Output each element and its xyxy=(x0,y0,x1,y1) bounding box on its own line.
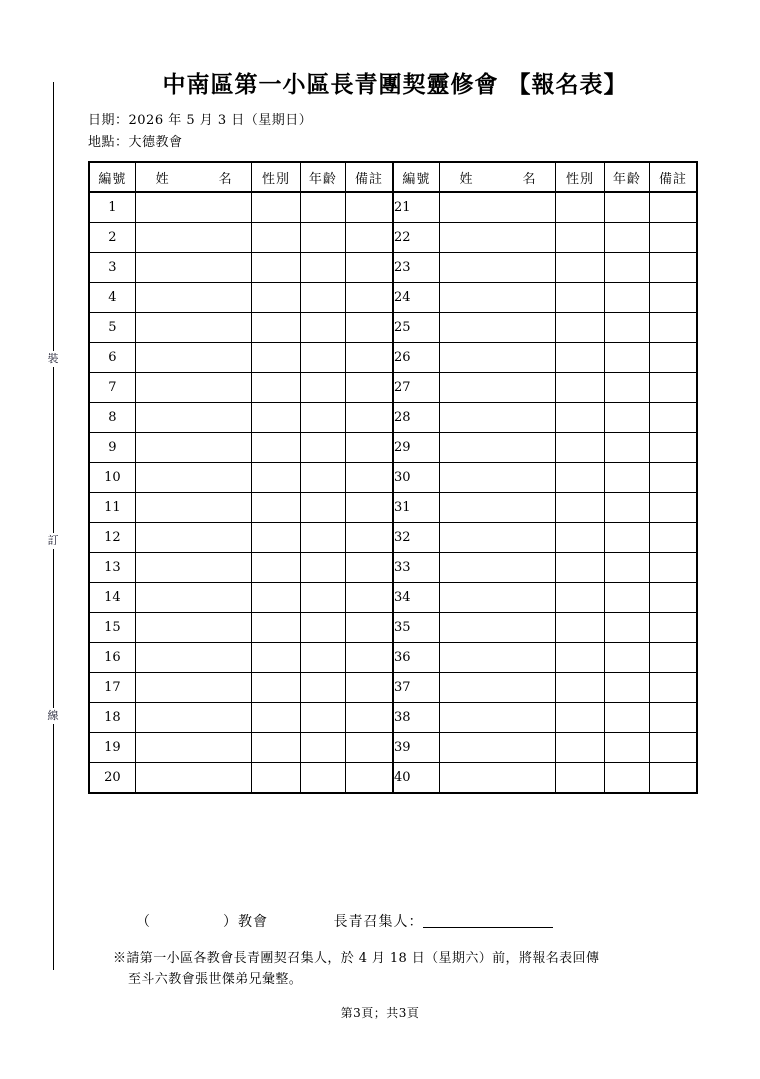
event-location-line: 地點：大德教會 xyxy=(88,135,183,150)
cell-age-left[interactable] xyxy=(300,643,345,673)
header-age-left: 年齡 xyxy=(300,162,345,192)
cell-no-right: 33 xyxy=(393,553,439,583)
cell-gender-left[interactable] xyxy=(252,253,300,283)
cell-no-right: 29 xyxy=(393,433,439,463)
cell-remark-left[interactable] xyxy=(346,643,393,673)
table-body xyxy=(89,192,697,793)
table-row xyxy=(89,223,697,253)
cell-age-left[interactable] xyxy=(300,523,345,553)
cell-age-left[interactable] xyxy=(300,433,345,463)
church-label: 教會 xyxy=(238,914,268,930)
cell-age-right[interactable] xyxy=(604,403,649,433)
cell-no-right: 26 xyxy=(393,343,439,373)
cell-age-left[interactable] xyxy=(300,253,345,283)
cell-age-left[interactable] xyxy=(300,493,345,523)
cell-no-right: 22 xyxy=(393,223,439,253)
page-number-footer: 第3頁；共3頁 xyxy=(340,1006,420,1020)
table-row xyxy=(89,343,697,373)
cell-name-left[interactable] xyxy=(135,223,251,253)
cell-age-right[interactable] xyxy=(604,733,649,763)
cell-name-left[interactable] xyxy=(135,192,251,223)
cell-remark-left[interactable] xyxy=(346,433,393,463)
header-remark-left: 備註 xyxy=(346,162,393,192)
cell-age-left[interactable] xyxy=(300,192,345,223)
cell-name-right[interactable] xyxy=(439,403,555,433)
cell-remark-right[interactable] xyxy=(649,223,697,253)
cell-name-right[interactable] xyxy=(439,703,555,733)
cell-gender-left[interactable] xyxy=(252,643,300,673)
table-row xyxy=(89,253,697,283)
cell-age-left[interactable] xyxy=(300,583,345,613)
signature-row xyxy=(88,911,698,931)
cell-age-left[interactable] xyxy=(300,733,345,763)
cell-name-right[interactable] xyxy=(439,523,555,553)
cell-remark-left[interactable] xyxy=(346,703,393,733)
cell-no-right: 36 xyxy=(393,643,439,673)
note-line-1: ※請第一小區各教會長青團契召集人，於 4 月 18 日（星期六）前，將報名表回傳 xyxy=(113,951,600,966)
cell-gender-right[interactable] xyxy=(556,253,604,283)
cell-gender-right[interactable] xyxy=(556,733,604,763)
cell-name-right[interactable] xyxy=(439,283,555,313)
cell-gender-left[interactable] xyxy=(252,613,300,643)
cell-age-left[interactable] xyxy=(300,343,345,373)
cell-gender-left[interactable] xyxy=(252,313,300,343)
cell-remark-left[interactable] xyxy=(346,223,393,253)
cell-remark-left[interactable] xyxy=(346,583,393,613)
cell-name-left[interactable] xyxy=(135,343,251,373)
cell-name-left[interactable] xyxy=(135,583,251,613)
cell-no-right: 35 xyxy=(393,613,439,643)
note-block xyxy=(113,948,703,990)
cell-gender-right[interactable] xyxy=(556,433,604,463)
table-row xyxy=(89,553,697,583)
cell-no-right: 23 xyxy=(393,253,439,283)
table-row xyxy=(89,583,697,613)
convener-input-line[interactable] xyxy=(423,913,553,928)
cell-age-right[interactable] xyxy=(604,343,649,373)
cell-age-right[interactable] xyxy=(604,223,649,253)
table-header-row xyxy=(89,162,697,192)
cell-age-right[interactable] xyxy=(604,433,649,463)
cell-name-right[interactable] xyxy=(439,192,555,223)
cell-remark-left[interactable] xyxy=(346,733,393,763)
cell-name-left[interactable] xyxy=(135,403,251,433)
cell-remark-left[interactable] xyxy=(346,763,393,794)
cell-gender-left[interactable] xyxy=(252,733,300,763)
cell-name-right[interactable] xyxy=(439,613,555,643)
cell-no-left: 16 xyxy=(89,643,135,673)
cell-gender-left[interactable] xyxy=(252,583,300,613)
cell-gender-left[interactable] xyxy=(252,373,300,403)
cell-gender-right[interactable] xyxy=(556,463,604,493)
cell-name-left[interactable] xyxy=(135,493,251,523)
cell-no-left: 14 xyxy=(89,583,135,613)
cell-name-right[interactable] xyxy=(439,313,555,343)
cell-remark-right[interactable] xyxy=(649,313,697,343)
binding-mark-xian: 線 xyxy=(40,708,66,724)
cell-gender-left[interactable] xyxy=(252,703,300,733)
cell-gender-right[interactable] xyxy=(556,343,604,373)
table-row xyxy=(89,643,697,673)
cell-gender-left[interactable] xyxy=(252,223,300,253)
cell-no-right: 27 xyxy=(393,373,439,403)
page-title: 中南區第一小區長青團契靈修會 【報名表】 xyxy=(162,71,628,98)
cell-gender-left[interactable] xyxy=(252,343,300,373)
cell-gender-right[interactable] xyxy=(556,553,604,583)
cell-gender-left[interactable] xyxy=(252,493,300,523)
cell-no-left: 3 xyxy=(89,253,135,283)
cell-name-right[interactable] xyxy=(439,223,555,253)
cell-name-right[interactable] xyxy=(439,373,555,403)
cell-no-left: 15 xyxy=(89,613,135,643)
cell-name-right[interactable] xyxy=(439,433,555,463)
cell-gender-left[interactable] xyxy=(252,523,300,553)
header-no-left: 編號 xyxy=(89,162,135,192)
cell-gender-right[interactable] xyxy=(556,673,604,703)
cell-no-right: 40 xyxy=(393,763,439,794)
cell-no-right: 34 xyxy=(393,583,439,613)
cell-remark-right[interactable] xyxy=(649,493,697,523)
cell-name-right[interactable] xyxy=(439,763,555,794)
cell-no-left: 19 xyxy=(89,733,135,763)
cell-age-left[interactable] xyxy=(300,463,345,493)
cell-gender-right[interactable] xyxy=(556,283,604,313)
table-row xyxy=(89,403,697,433)
cell-name-right[interactable] xyxy=(439,553,555,583)
cell-age-right[interactable] xyxy=(604,523,649,553)
table-row xyxy=(89,192,697,223)
cell-gender-right[interactable] xyxy=(556,223,604,253)
table-row xyxy=(89,703,697,733)
cell-remark-right[interactable] xyxy=(649,733,697,763)
cell-name-left[interactable] xyxy=(135,463,251,493)
note-line-2: 至斗六教會張世傑弟兄彙整。 xyxy=(128,972,303,987)
binding-mark-ding: 訂 xyxy=(40,533,66,549)
cell-gender-left[interactable] xyxy=(252,433,300,463)
cell-name-left[interactable] xyxy=(135,733,251,763)
cell-gender-right[interactable] xyxy=(556,583,604,613)
table-row xyxy=(89,613,697,643)
cell-no-left: 11 xyxy=(89,493,135,523)
cell-remark-left[interactable] xyxy=(346,343,393,373)
cell-remark-left[interactable] xyxy=(346,373,393,403)
registration-table xyxy=(88,161,698,794)
cell-no-right: 21 xyxy=(393,192,439,223)
cell-remark-left[interactable] xyxy=(346,613,393,643)
cell-age-left[interactable] xyxy=(300,373,345,403)
cell-gender-left[interactable] xyxy=(252,463,300,493)
cell-no-left: 20 xyxy=(89,763,135,794)
header-gender-left: 性別 xyxy=(252,162,300,192)
binding-mark-zhuang: 裝 xyxy=(40,351,66,367)
cell-remark-left[interactable] xyxy=(346,403,393,433)
table-row xyxy=(89,523,697,553)
cell-name-left[interactable] xyxy=(135,373,251,403)
header-name-left: 姓 名 xyxy=(135,162,251,192)
cell-age-right[interactable] xyxy=(604,763,649,794)
cell-remark-right[interactable] xyxy=(649,463,697,493)
cell-name-left[interactable] xyxy=(135,253,251,283)
cell-age-right[interactable] xyxy=(604,553,649,583)
cell-no-left: 5 xyxy=(89,313,135,343)
cell-age-right[interactable] xyxy=(604,673,649,703)
cell-age-right[interactable] xyxy=(604,703,649,733)
cell-remark-right[interactable] xyxy=(649,643,697,673)
cell-no-left: 9 xyxy=(89,433,135,463)
table-row xyxy=(89,313,697,343)
cell-no-left: 8 xyxy=(89,403,135,433)
cell-remark-right[interactable] xyxy=(649,523,697,553)
header-gender-right: 性別 xyxy=(556,162,604,192)
cell-age-right[interactable] xyxy=(604,253,649,283)
cell-age-left[interactable] xyxy=(300,703,345,733)
cell-gender-right[interactable] xyxy=(556,523,604,553)
cell-remark-left[interactable] xyxy=(346,523,393,553)
header-remark-right: 備註 xyxy=(649,162,697,192)
cell-remark-left[interactable] xyxy=(346,463,393,493)
event-date-line: 日期：2026 年 5 月 3 日（星期日） xyxy=(88,113,313,128)
cell-gender-right[interactable] xyxy=(556,403,604,433)
cell-remark-right[interactable] xyxy=(649,283,697,313)
cell-age-right[interactable] xyxy=(604,313,649,343)
cell-gender-right[interactable] xyxy=(556,763,604,794)
cell-age-right[interactable] xyxy=(604,283,649,313)
cell-age-left[interactable] xyxy=(300,673,345,703)
cell-remark-left[interactable] xyxy=(346,553,393,583)
cell-remark-right[interactable] xyxy=(649,403,697,433)
cell-age-left[interactable] xyxy=(300,763,345,794)
cell-age-right[interactable] xyxy=(604,192,649,223)
cell-remark-right[interactable] xyxy=(649,583,697,613)
cell-name-left[interactable] xyxy=(135,313,251,343)
church-close-paren: ） xyxy=(223,914,238,930)
church-open-paren: （ xyxy=(136,914,151,930)
cell-age-right[interactable] xyxy=(604,613,649,643)
cell-age-left[interactable] xyxy=(300,223,345,253)
cell-gender-left[interactable] xyxy=(252,403,300,433)
cell-gender-left[interactable] xyxy=(252,283,300,313)
cell-no-left: 17 xyxy=(89,673,135,703)
cell-no-left: 6 xyxy=(89,343,135,373)
cell-name-left[interactable] xyxy=(135,673,251,703)
table-row xyxy=(89,283,697,313)
cell-gender-right[interactable] xyxy=(556,313,604,343)
cell-age-left[interactable] xyxy=(300,283,345,313)
header-name-right: 姓 名 xyxy=(439,162,555,192)
cell-name-right[interactable] xyxy=(439,493,555,523)
cell-remark-right[interactable] xyxy=(649,703,697,733)
cell-gender-left[interactable] xyxy=(252,763,300,794)
cell-gender-right[interactable] xyxy=(556,373,604,403)
table-row xyxy=(89,763,697,794)
table-row xyxy=(89,373,697,403)
cell-name-right[interactable] xyxy=(439,643,555,673)
cell-no-left: 2 xyxy=(89,223,135,253)
cell-gender-right[interactable] xyxy=(556,192,604,223)
cell-no-left: 4 xyxy=(89,283,135,313)
cell-remark-right[interactable] xyxy=(649,373,697,403)
cell-no-right: 30 xyxy=(393,463,439,493)
cell-age-left[interactable] xyxy=(300,613,345,643)
cell-remark-left[interactable] xyxy=(346,283,393,313)
cell-age-left[interactable] xyxy=(300,403,345,433)
cell-no-left: 7 xyxy=(89,373,135,403)
cell-remark-left[interactable] xyxy=(346,313,393,343)
cell-no-left: 1 xyxy=(89,192,135,223)
cell-name-right[interactable] xyxy=(439,253,555,283)
cell-name-left[interactable] xyxy=(135,553,251,583)
cell-gender-left[interactable] xyxy=(252,553,300,583)
cell-remark-right[interactable] xyxy=(649,253,697,283)
cell-age-right[interactable] xyxy=(604,373,649,403)
cell-no-left: 12 xyxy=(89,523,135,553)
cell-remark-right[interactable] xyxy=(649,673,697,703)
table-row xyxy=(89,493,697,523)
cell-no-right: 38 xyxy=(393,703,439,733)
cell-age-right[interactable] xyxy=(604,493,649,523)
cell-remark-left[interactable] xyxy=(346,192,393,223)
cell-remark-right[interactable] xyxy=(649,763,697,794)
cell-no-left: 18 xyxy=(89,703,135,733)
table-row xyxy=(89,733,697,763)
cell-gender-right[interactable] xyxy=(556,643,604,673)
header-age-right: 年齡 xyxy=(604,162,649,192)
cell-name-right[interactable] xyxy=(439,583,555,613)
cell-gender-left[interactable] xyxy=(252,673,300,703)
cell-remark-right[interactable] xyxy=(649,192,697,223)
cell-no-right: 28 xyxy=(393,403,439,433)
cell-gender-right[interactable] xyxy=(556,493,604,523)
cell-no-left: 10 xyxy=(89,463,135,493)
cell-age-right[interactable] xyxy=(604,583,649,613)
cell-name-left[interactable] xyxy=(135,433,251,463)
cell-remark-left[interactable] xyxy=(346,253,393,283)
cell-name-right[interactable] xyxy=(439,733,555,763)
cell-name-right[interactable] xyxy=(439,463,555,493)
cell-no-right: 32 xyxy=(393,523,439,553)
cell-name-left[interactable] xyxy=(135,523,251,553)
cell-name-left[interactable] xyxy=(135,643,251,673)
cell-name-right[interactable] xyxy=(439,343,555,373)
cell-name-left[interactable] xyxy=(135,763,251,794)
cell-name-left[interactable] xyxy=(135,283,251,313)
cell-gender-right[interactable] xyxy=(556,703,604,733)
binding-line xyxy=(53,82,54,970)
cell-age-right[interactable] xyxy=(604,463,649,493)
cell-remark-left[interactable] xyxy=(346,493,393,523)
table-row xyxy=(89,673,697,703)
cell-remark-right[interactable] xyxy=(649,613,697,643)
cell-age-left[interactable] xyxy=(300,553,345,583)
table-row xyxy=(89,463,697,493)
header-no-right: 編號 xyxy=(393,162,439,192)
cell-age-right[interactable] xyxy=(604,643,649,673)
cell-remark-right[interactable] xyxy=(649,433,697,463)
cell-no-right: 39 xyxy=(393,733,439,763)
cell-name-right[interactable] xyxy=(439,673,555,703)
cell-no-right: 24 xyxy=(393,283,439,313)
cell-gender-left[interactable] xyxy=(252,192,300,223)
cell-remark-right[interactable] xyxy=(649,343,697,373)
convener-label: 長青召集人： xyxy=(333,914,424,930)
cell-remark-left[interactable] xyxy=(346,673,393,703)
cell-no-left: 13 xyxy=(89,553,135,583)
cell-no-right: 25 xyxy=(393,313,439,343)
cell-no-right: 37 xyxy=(393,673,439,703)
cell-name-left[interactable] xyxy=(135,703,251,733)
cell-no-right: 31 xyxy=(393,493,439,523)
table-row xyxy=(89,433,697,463)
cell-age-left[interactable] xyxy=(300,313,345,343)
cell-remark-right[interactable] xyxy=(649,553,697,583)
cell-name-left[interactable] xyxy=(135,613,251,643)
cell-gender-right[interactable] xyxy=(556,613,604,643)
